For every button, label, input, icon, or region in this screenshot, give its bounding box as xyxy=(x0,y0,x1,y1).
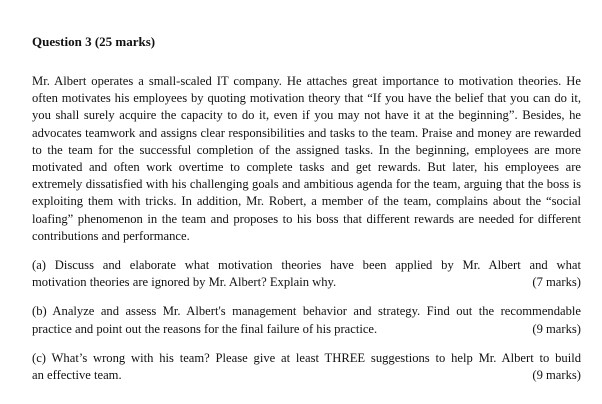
part-c-line-2: an effective team. xyxy=(32,368,122,383)
part-b-line-1: (b) Analyze and assess Mr. Albert's management behavior and strategy. Find out the recommendable xyxy=(32,304,581,319)
part-b-marks: (9 marks) xyxy=(532,321,581,336)
part-b-last-line xyxy=(32,321,581,338)
part-c-marks: (9 marks) xyxy=(532,368,581,383)
part-c-line-1: (c) What’s wrong with his team? Please give at least THREE suggestions to help Mr. Albert to build xyxy=(32,350,581,365)
question-part-a xyxy=(32,257,581,291)
scenario-paragraph: Mr. Albert operates a small-scaled IT company. He attaches great importance to motivation theories. He often motivates his employees by quoting motivation theory that “If you have the belief that you can do it, you shall surely acquire the capacity to do it, even if you may not have it at the beginning”. Besides, he advocates teamwork and assigns clear responsibilities and tasks to the team. Praise and money are rewarded to the team for the successful completion of the assigned tasks. In the beginning, employees are more motivated and often work overtime to complete tasks and get rewards. But later, his employees are extremely dissatisfied with his challenging goals and ambitious agenda for the team, arguing that the boss is exploiting them with tricks. In addition, Mr. Robert, a member of the team, complains about the “social loafing” phenomenon in the team and proposes to his boss that different rewards are needed for different contributions and performance. xyxy=(32,74,581,243)
part-b-line-2: practice and point out the reasons for the final failure of his practice. xyxy=(32,321,378,336)
question-document xyxy=(32,34,581,384)
question-part-b xyxy=(32,303,581,337)
part-a-line-1: (a) Discuss and elaborate what motivation theories have been applied by Mr. Albert and what xyxy=(32,258,581,273)
part-a-marks: (7 marks) xyxy=(532,275,581,290)
question-title: Question 3 (25 marks) xyxy=(32,34,156,49)
question-part-c xyxy=(32,350,581,384)
part-a-line-2: motivation theories are ignored by Mr. Albert? Explain why. xyxy=(32,275,337,290)
part-c-last-line xyxy=(32,367,581,384)
part-a-last-line xyxy=(32,274,581,291)
